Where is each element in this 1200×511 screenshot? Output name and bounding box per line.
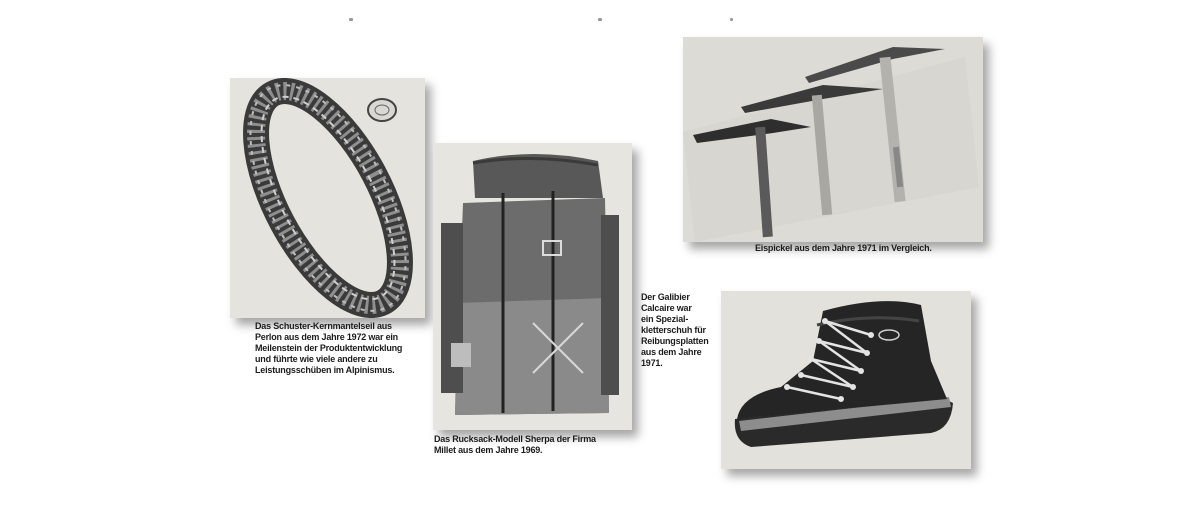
backpack-caption-line: Millet aus dem Jahre 1969. xyxy=(434,445,543,455)
shoe-caption-line: kletterschuh für xyxy=(641,325,706,335)
rope-photo xyxy=(230,78,425,318)
shoe-caption-line: ein Spezial- xyxy=(641,314,689,324)
ice-axe-photo xyxy=(683,37,983,242)
top-text-fragment xyxy=(598,18,602,21)
rope-caption-line: Das Schuster-Kernmantelseil aus xyxy=(255,321,392,331)
shoe-caption xyxy=(641,292,709,369)
shoe-caption-line: Calcaire war xyxy=(641,303,692,313)
shoe-caption-line: 1971. xyxy=(641,358,663,368)
shoe-caption-line: Reibungsplatten xyxy=(641,336,709,346)
rope-caption-line: Perlon aus dem Jahre 1972 war ein xyxy=(255,332,398,342)
backpack-photo xyxy=(433,143,632,430)
ice-axe-caption-line: Eispickel aus dem Jahre 1971 im Vergleich. xyxy=(755,243,932,253)
top-text-fragment xyxy=(730,18,733,21)
backpack-caption-line: Das Rucksack-Modell Sherpa der Firma xyxy=(434,434,596,444)
rope-caption-line: Leistungsschüben im Alpinismus. xyxy=(255,365,395,375)
ice-axe-caption xyxy=(755,243,932,254)
shoe-caption-line: Der Galibier xyxy=(641,292,690,302)
climbing-shoe-photo xyxy=(721,291,971,469)
rope-caption xyxy=(255,321,402,376)
backpack-caption xyxy=(434,434,596,456)
top-text-fragment xyxy=(349,18,353,21)
rope-caption-line: und führte wie viele andere zu xyxy=(255,354,378,364)
shoe-caption-line: aus dem Jahre xyxy=(641,347,702,357)
rope-caption-line: Meilenstein der Produktentwicklung xyxy=(255,343,403,353)
